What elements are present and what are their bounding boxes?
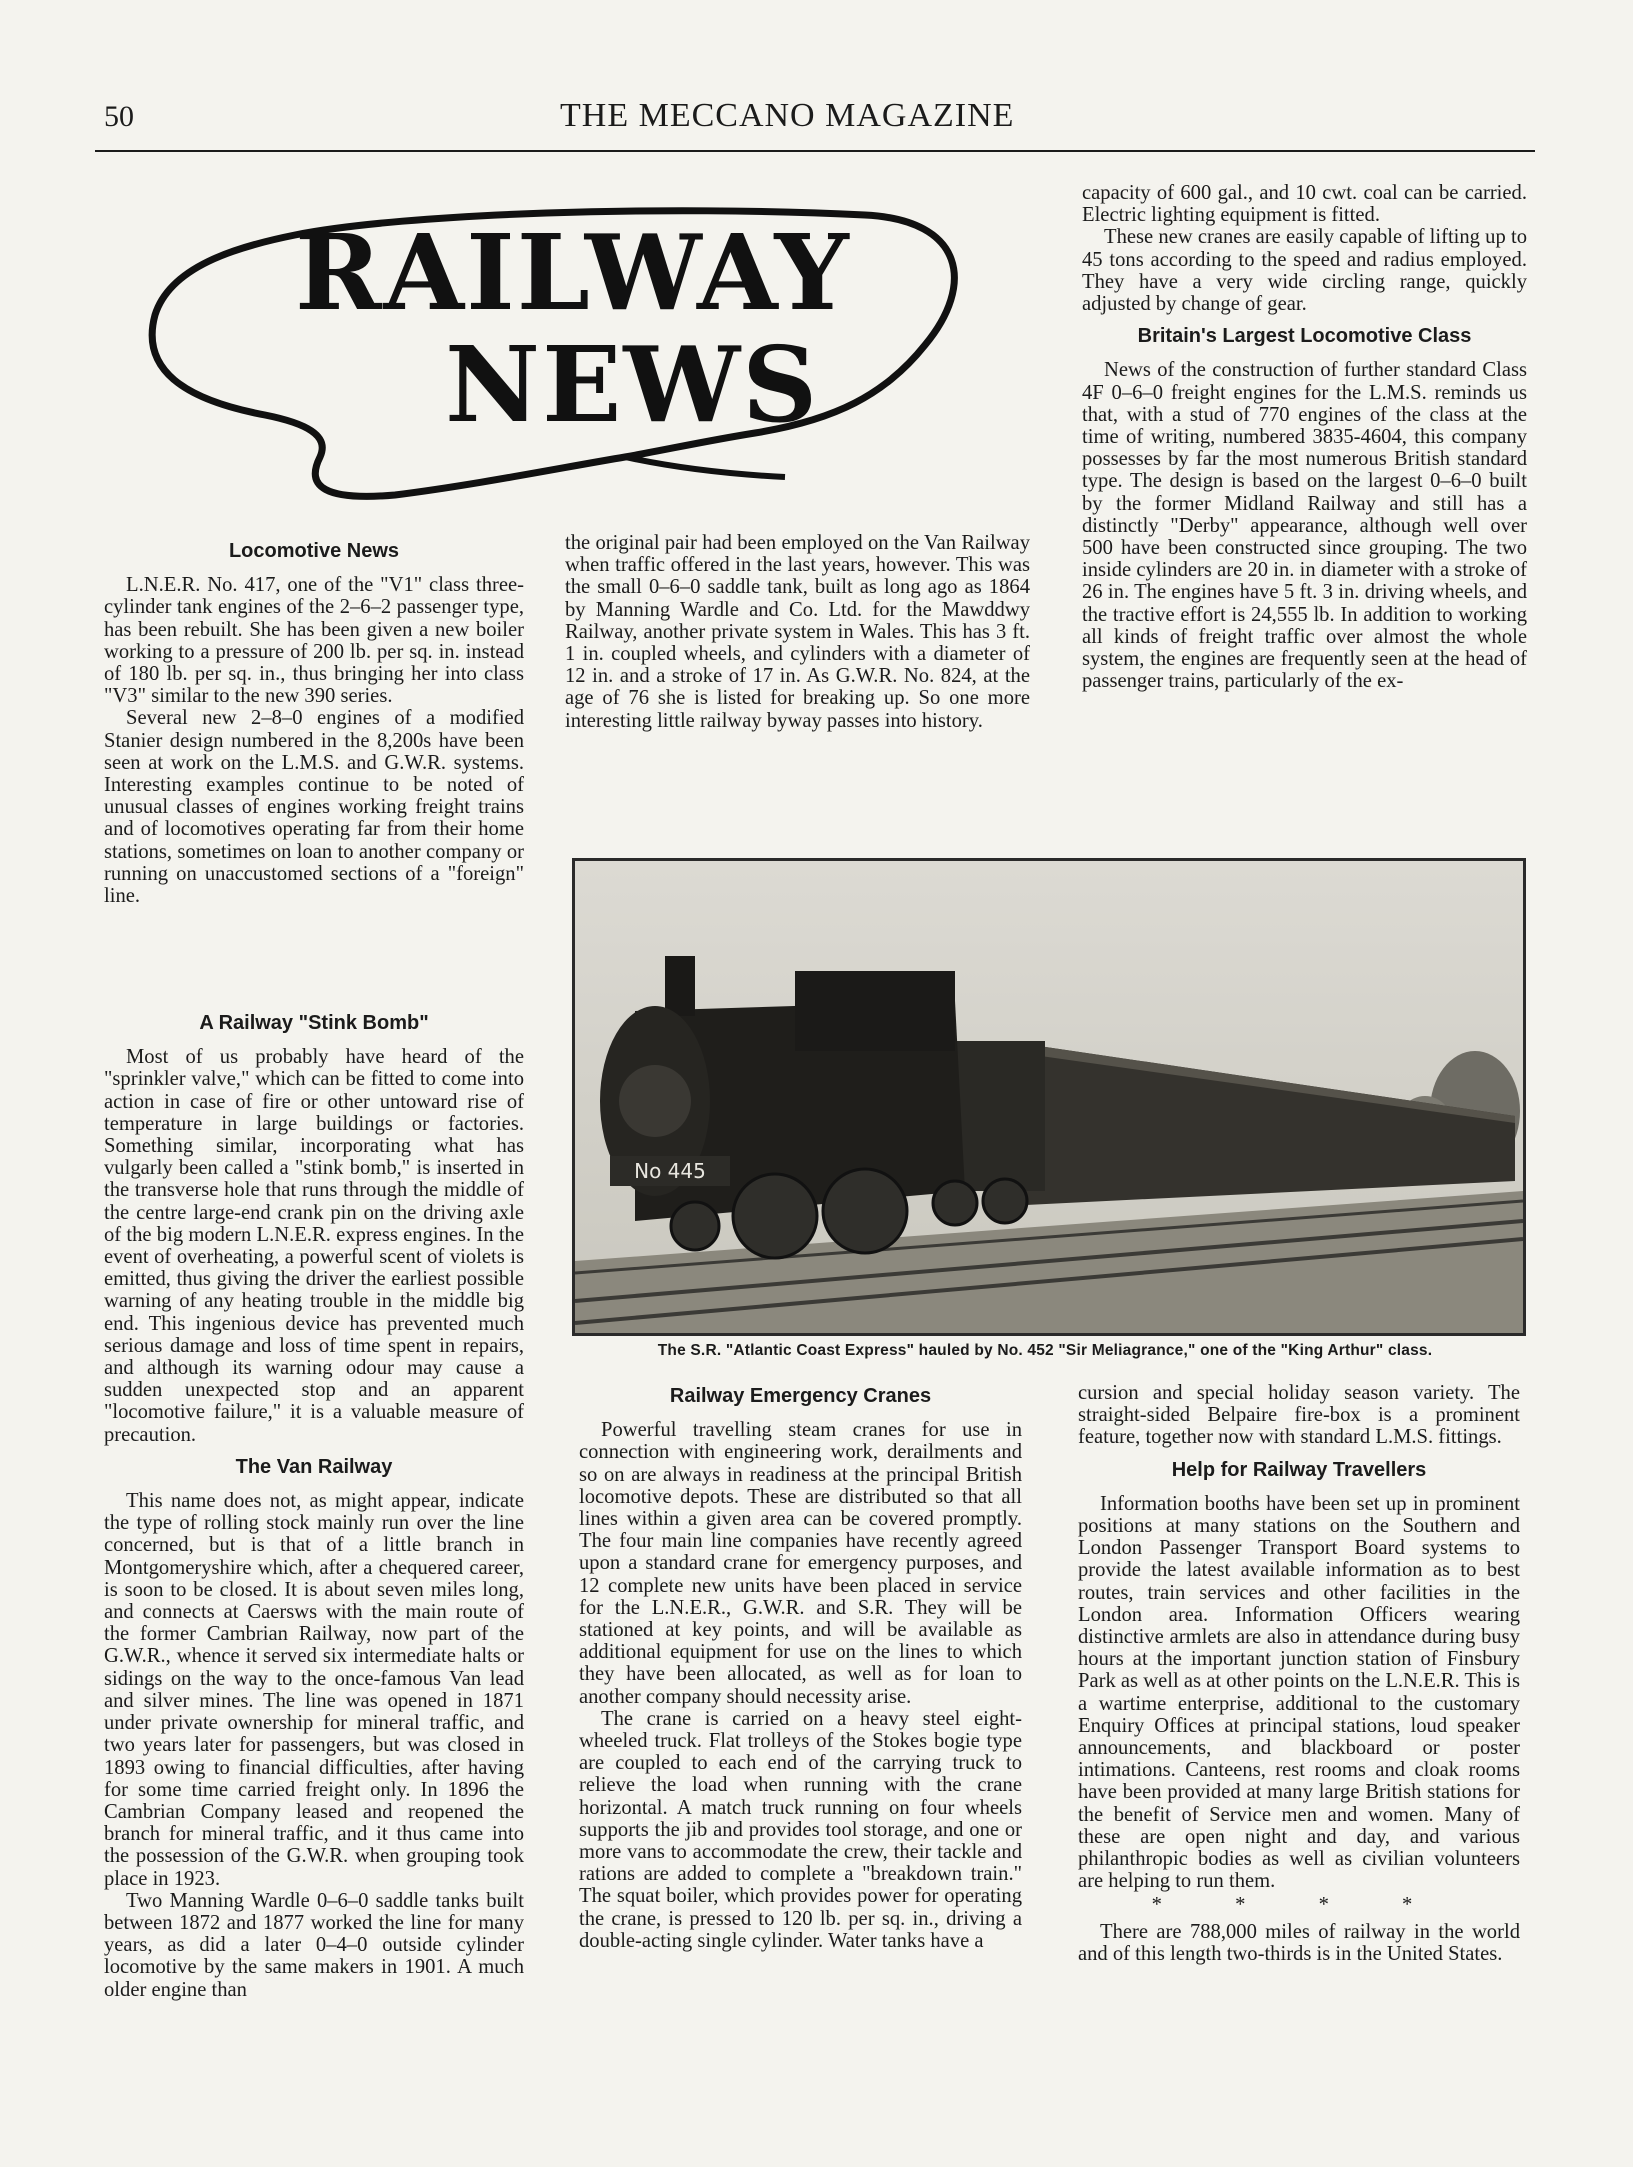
paragraph: The crane is carried on a heavy steel eight-wheeled truck. Flat trolleys of the Stokes bogie type are coupled to each end of the carrying truck to relieve the load when running with the crane horizontal. A match truck running on four wheels supports the jib and provides tool storage, and one or more vans to accommodate the crew, their tackle and rations are added to complete a "breakdown train." The squat boiler, which provides power for operating the crane, is pressed to 120 lb. per sq. in., driving a double-acting single cylinder. Water tanks have a [579,1707,1022,1952]
column-middle-bottom [579,1385,1022,1952]
heading-locomotive-news: Locomotive News [228,540,400,562]
column-middle-top [565,532,1030,732]
paragraph: L.N.E.R. No. 417, one of the "V1" class three-cylinder tank engines of the 2–6–2 passenger type, has been rebuilt. She has been given a new boiler working to a pressure of 200 lb. per sq. in. instead of 180 lb. per sq. in., thus bringing her into class "V3" similar to the new 390 series. [104,574,524,708]
paragraph: This name does not, as might appear, indicate the type of rolling stock mainly run over the line concerned, but is that of a little branch in Montgomeryshire which, after a chequered career, is soon to be closed. It is about seven miles long, and connects at Caersws with the main route of the former Cambrian Railway, now part of the G.W.R., whence it served six intermediate halts or sidings on the way to the once-famous Van lead and silver mines. The line was opened in 1871 under private ownership for mineral traffic, and two years later for passengers, but was closed in 1893 owing to financial difficulties, after having for some time carried freight only. In 1896 the Cambrian Company leased and reopened the branch for mineral traffic, and it thus came into the possession of the G.W.R. when grouping took place in 1923. [104,1490,524,1890]
paragraph-continuation: the original pair had been employed on the Van Railway when traffic offered in the last years, however. This was the small 0–6–0 saddle tank, built as long ago as 1864 by Manning Wardle and Co. Ltd. for the Mawddwy Railway, another private system in Wales. This has 3 ft. 1 in. coupled wheels, and cylinders with a diameter of 12 in. and a stroke of 17 in. As G.W.R. No. 824, at the age of 76 she is listed for breaking up. So one more interesting little railway byway passes into history. [565,532,1030,732]
train-illustration [575,861,1523,1333]
paragraph-continuation: capacity of 600 gal., and 10 cwt. coal can be carried. Electric lighting equipment is fitted. [1082,182,1527,227]
paragraph: There are 788,000 miles of railway in the world and of this length two-thirds is in the United States. [1078,1920,1520,1965]
column-right-top [1082,182,1527,692]
page-number: 50 [104,100,134,133]
paragraph: Powerful travelling steam cranes for use in connection with engineering work, derailments and so on are always in readiness at the principal British locomotive depots. These are distributed so that all lines within a given area can be covered promptly. The four main line companies have recently agreed upon a standard crane for emergency purposes, and 12 complete new units have been placed in service for the L.N.E.R., G.W.R. and S.R. They will be stationed at key points, and will be available as additional equipment for use on the lines to which they have been allocated, as well as for loan to another company should necessity arise. [579,1419,1022,1708]
banner-word-railway: RAILWAY [295,211,851,334]
magazine-title: THE MECCANO MAGAZINE [560,97,1015,134]
heading-emergency-cranes: Railway Emergency Cranes [669,1385,932,1407]
number-plate-text: No 445 [634,1159,706,1183]
heading-help-travellers: Help for Railway Travellers [1171,1458,1427,1481]
locomotive-photo [572,858,1526,1336]
section-divider-stars: * * * * [1151,1894,1447,1917]
paragraph: Several new 2–8–0 engines of a modified Stanier design numbered in the 8,200s have been seen at work on the L.M.S. and G.W.R. systems. Interesting examples continue to be noted of unusual classes of engines working freight trains and of locomotives operating far from their home stations, sometimes on loan to another company or running on unaccustomed sections of a "foreign" line. [104,707,524,908]
column-left-bottom [104,1012,524,2001]
banner-word-news: NEWS [445,323,820,446]
paragraph: Two Manning Wardle 0–6–0 saddle tanks built between 1872 and 1877 worked the line for many years, as did a later 0–4–0 outside cylinder locomotive by the same makers in 1901. A much older engine than [104,1889,524,2001]
header-rule [95,150,1535,152]
column-left-top [104,540,524,907]
railway-news-banner [145,195,965,525]
heading-largest-class: Britain's Largest Locomotive Class [1137,325,1472,348]
paragraph: These new cranes are easily capable of lifting up to 45 tons according to the speed and radius employed. They have a very wide circling range, quickly adjusted by change of gear. [1082,226,1527,316]
photo-caption: The S.R. "Atlantic Coast Express" hauled by No. 452 "Sir Meliagrance," one of the "King Arthur" class. [657,1342,1433,1359]
column-right-bottom [1078,1382,1520,1965]
paragraph: News of the construction of further standard Class 4F 0–6–0 freight engines for the L.M.S. reminds us that, with a stud of 770 engines of the class at the time of writing, numbered 3835-4604, this company possesses by far the most numerous British standard type. The design is based on the largest 0–6–0 built by the former Midland Railway and still has a distinctly "Derby" appearance, although well over 500 have been constructed since grouping. The two inside cylinders are 20 in. in diameter with a stroke of 26 in. The engines have 5 ft. 3 in. driving wheels, and the tractive effort is 24,555 lb. In addition to working all kinds of freight traffic over almost the whole system, the engines are frequently seen at the head of passenger trains, particularly of the ex- [1082,359,1527,693]
paragraph: Most of us probably have heard of the "sprinkler valve," which can be fitted to come into action in case of fire or other untoward rise of temperature in large buildings or factories. Something similar, incorporating what has vulgarly been called a "stink bomb," is inserted in the transverse hole that runs through the middle of the centre large-end crank pin on the driving axle of the big modern L.N.E.R. express engines. In the event of overheating, a powerful scent of violets is emitted, thus giving the driver the earliest possible warning of any heating trouble in the middle big end. This ingenious device has prevented much serious damage and loss of time spent in repairs, and although its warning odour may cause a sudden unexpected stop and an apparent "locomotive failure," it is a valuable measure of precaution. [104,1046,524,1446]
paragraph: Information booths have been set up in prominent positions at many stations on the Southern and London Passenger Transport Board systems to provide the latest available information as to best routes, train services and other facilities in the London area. Information Officers wearing distinctive armlets are also in attendance during busy hours at the important junction station of Finsbury Park as well as at other points on the L.N.E.R. This is a wartime enterprise, additional to the customary Enquiry Offices at principal stations, loud speaker announcements, and blackboard or poster intimations. Canteens, rest rooms and cloak rooms have been provided at many large British stations for the benefit of Service men and women. Many of these are open night and day, and various philanthropic bodies as well as civilian volunteers are helping to run them. [1078,1492,1520,1893]
heading-van-railway: The Van Railway [235,1455,393,1478]
paragraph-continuation: cursion and special holiday season variety. The straight-sided Belpaire fire-box is a prominent feature, together now with standard L.M.S. fittings. [1078,1382,1520,1449]
heading-stink-bomb: A Railway "Stink Bomb" [199,1012,429,1034]
